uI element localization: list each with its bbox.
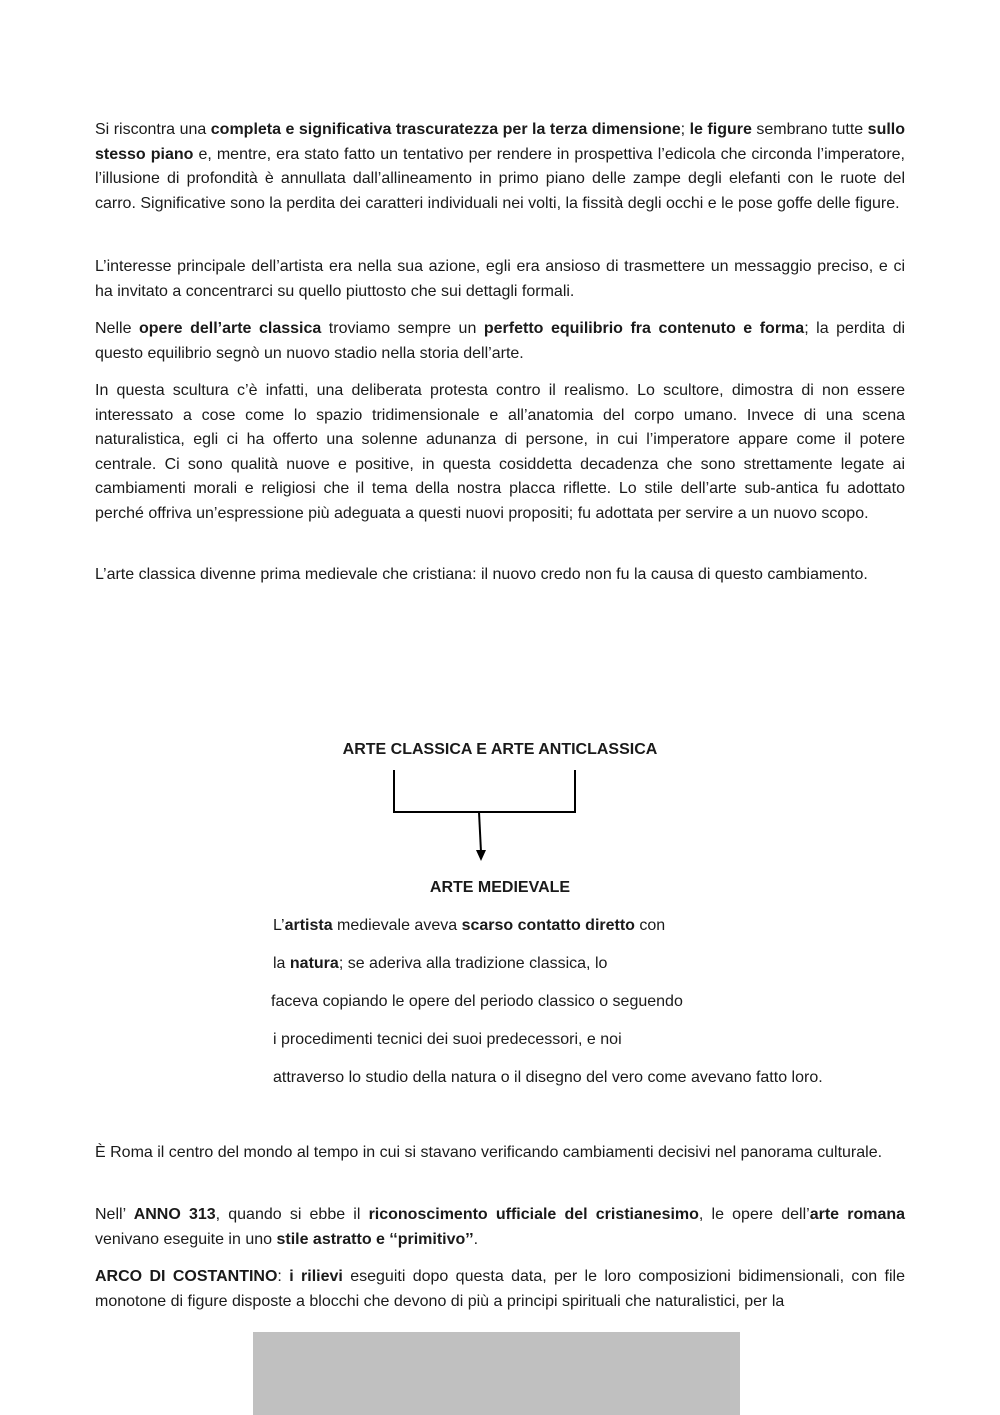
text-run: la: [273, 955, 290, 972]
text-run: medievale aveva: [332, 917, 462, 934]
text-run: troviamo sempre un: [321, 320, 484, 337]
text-run: L’: [273, 917, 285, 934]
indented-line-2: [273, 954, 607, 974]
text-run: ; se aderiva alla tradizione classica, lo: [338, 955, 608, 972]
text-run: Nelle: [95, 320, 139, 337]
bold-text: le figure: [689, 121, 752, 138]
text-run: , quando si ebbe il: [215, 1206, 369, 1223]
bold-text: artista: [284, 917, 333, 934]
bold-text: arte romana: [809, 1206, 906, 1223]
gray-footer-block: [253, 1332, 740, 1415]
text-run: e, mentre, era stato fatto un tentativo per rendere in prospettiva l’edicola che circonda l’imperatore, l’illusione di profondità è annullata dall’allineamento in primo piano delle zampe degli elefanti con le ruote del carro. Significative sono la perdita dei caratteri individuali nei volti, la fissità degli occhi e le pose goffe delle figure.: [95, 145, 905, 212]
bold-text: scarso contatto diretto: [461, 917, 635, 934]
bold-text: natura: [289, 955, 339, 972]
text-run: attraverso lo studio della natura o il disegno del vero come avevano fatto loro.: [273, 1069, 823, 1086]
text-run: sembrano tutte: [751, 121, 868, 138]
bold-text: perfetto equilibrio fra contenuto e forma: [483, 320, 805, 337]
bold-text: ANNO 313: [133, 1206, 216, 1223]
indented-line-4: [273, 1030, 622, 1050]
arrow-head: [476, 850, 486, 861]
text-run: con: [634, 917, 666, 934]
paragraph-6: [95, 1141, 905, 1166]
text-run: È Roma il centro del mondo al tempo in cui si stavano verificando cambiamenti decisivi nel panorama culturale.: [95, 1144, 883, 1161]
bold-text: opere dell’arte classica: [139, 320, 322, 337]
text-run: Si riscontra una: [95, 121, 211, 138]
text-run: In questa scultura c’è infatti, una deliberata protesta contro il realismo. Lo scultore, dimostra di non essere interessato a cose come lo spazio tridimensionale e all’anatomia del corpo umano. Invece di una scena naturalistica, egli ci ha offerto una solenne adunanza di persone, in cui l’imperatore appare come il potere centrale. Ci sono qualità nuove e positive, in questa cosiddetta decadenza che sono strettamente legate ai cambiamenti morali e religiosi che il tema della nostra placca riflette. Lo stile dell’arte sub-antica fu adottato perché offriva un’espressione più adeguata a questi nuovi propositi; fu adottata per servire a un nuovo scopo.: [95, 382, 905, 522]
text-run: i procedimenti tecnici dei suoi predecessori, e noi: [273, 1031, 622, 1048]
indented-line-3: [271, 992, 683, 1012]
bold-text: stile astratto e ‘‘primitivo’’: [276, 1230, 474, 1248]
bracket-line: [394, 770, 575, 812]
arrow-shaft: [479, 812, 481, 852]
diagram-top-title: ARTE CLASSICA E ARTE ANTICLASSICA: [342, 741, 658, 758]
text-run: ;: [680, 121, 690, 138]
bold-text: ARCO DI COSTANTINO: [95, 1268, 278, 1285]
bold-text: sullo stesso piano: [95, 121, 906, 163]
text-run: venivano eseguite in uno: [95, 1230, 277, 1248]
text-run: Nell’: [95, 1206, 134, 1223]
bold-text: i rilievi: [289, 1268, 343, 1285]
text-run: ; la perdita di questo equilibrio segnò un nuovo stadio nella storia dell’arte.: [95, 320, 906, 362]
text-run: eseguiti dopo questa data, per le loro composizioni bidimensionali, con file monotone di figure disposte a blocchi che devono di più a principi spirituali che naturalistici, per la: [95, 1268, 906, 1310]
paragraph-8: [95, 1265, 905, 1314]
bold-text: completa e significativa trascuratezza per la terza dimensione: [210, 121, 681, 138]
text-run: L’interesse principale dell’artista era nella sua azione, egli era ansioso di trasmettere un messaggio preciso, e ci ha invitato a concentrarci su quello piuttosto che sui dettagli formali.: [95, 258, 905, 300]
text-run: , le opere dell’: [698, 1206, 810, 1223]
text-run: faceva copiando le opere del periodo classico o seguendo: [271, 993, 683, 1010]
text-run: .: [473, 1230, 479, 1248]
text-run: L’arte classica divenne prima medievale che cristiana: il nuovo credo non fu la causa di questo cambiamento.: [95, 566, 868, 583]
text-run: :: [277, 1268, 290, 1285]
indented-line-1: [273, 916, 665, 936]
bold-text: riconoscimento ufficiale del cristianesimo: [368, 1206, 699, 1223]
paragraph-7: [95, 1203, 905, 1252]
diagram-bottom-title: ARTE MEDIEVALE: [429, 879, 571, 896]
indented-line-5: [273, 1068, 823, 1088]
